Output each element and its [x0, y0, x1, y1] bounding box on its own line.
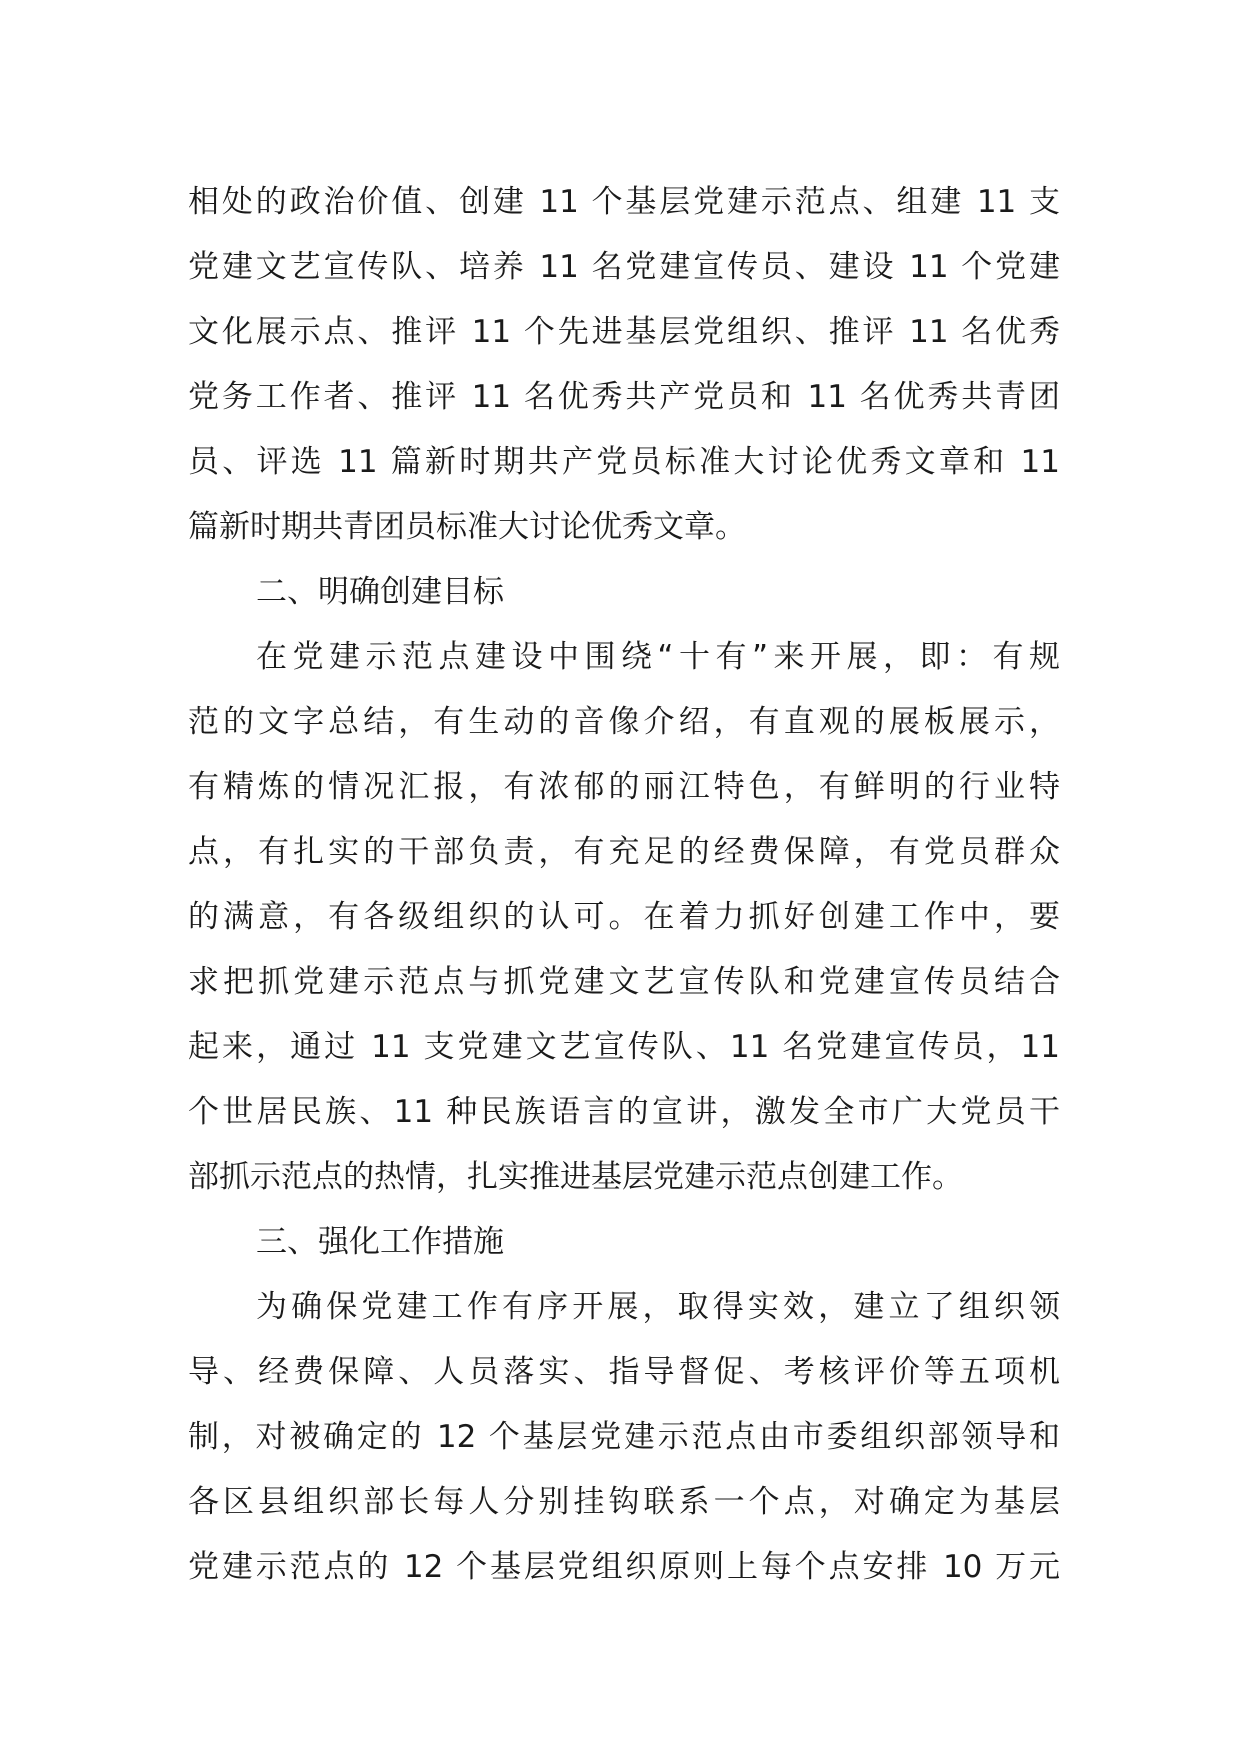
text-line: 有精炼的情况汇报，有浓郁的丽江特色，有鲜明的行业特: [188, 769, 1060, 805]
text-line: 党务工作者、推评 11 名优秀共产党员和 11 名优秀共青团: [188, 379, 1060, 415]
text-line: 求把抓党建示范点与抓党建文艺宣传队和党建宣传员结合: [188, 964, 1060, 1000]
text-line: 在党建示范点建设中围绕“十有”来开展，即：有规: [256, 639, 1060, 675]
text-line: 文化展示点、推评 11 个先进基层党组织、推评 11 名优秀: [188, 314, 1060, 350]
text-line: 员、评选 11 篇新时期共产党员标准大讨论优秀文章和 11: [188, 444, 1060, 480]
text-line: 点，有扎实的干部负责，有充足的经费保障，有党员群众: [188, 834, 1060, 870]
text-line: 的满意，有各级组织的认可。在着力抓好创建工作中，要: [188, 899, 1060, 935]
text-line: 各区县组织部长每人分别挂钩联系一个点，对确定为基层: [188, 1484, 1060, 1520]
text-line: 为确保党建工作有序开展，取得实效，建立了组织领: [256, 1289, 1060, 1325]
text-line: 相处的政治价值、创建 11 个基层党建示范点、组建 11 支: [188, 184, 1060, 220]
text-line: 党建示范点的 12 个基层党组织原则上每个点安排 10 万元: [188, 1549, 1060, 1585]
document-body: [188, 170, 1060, 1600]
section-heading: 二、明确创建目标: [256, 574, 504, 610]
text-line: 党建文艺宣传队、培养 11 名党建宣传员、建设 11 个党建: [188, 249, 1060, 285]
text-line: 起来，通过 11 支党建文艺宣传队、11 名党建宣传员，11: [188, 1029, 1060, 1065]
text-line: 个世居民族、11 种民族语言的宣讲，激发全市广大党员干: [188, 1094, 1060, 1130]
section-heading: 三、强化工作措施: [256, 1224, 504, 1260]
text-line: 制，对被确定的 12 个基层党建示范点由市委组织部领导和: [188, 1419, 1060, 1455]
text-line: 篇新时期共青团员标准大讨论优秀文章。: [188, 509, 746, 545]
text-line: 范的文字总结，有生动的音像介绍，有直观的展板展示，: [188, 704, 1060, 740]
text-line: 部抓示范点的热情，扎实推进基层党建示范点创建工作。: [188, 1159, 963, 1195]
text-line: 导、经费保障、人员落实、指导督促、考核评价等五项机: [188, 1354, 1060, 1390]
